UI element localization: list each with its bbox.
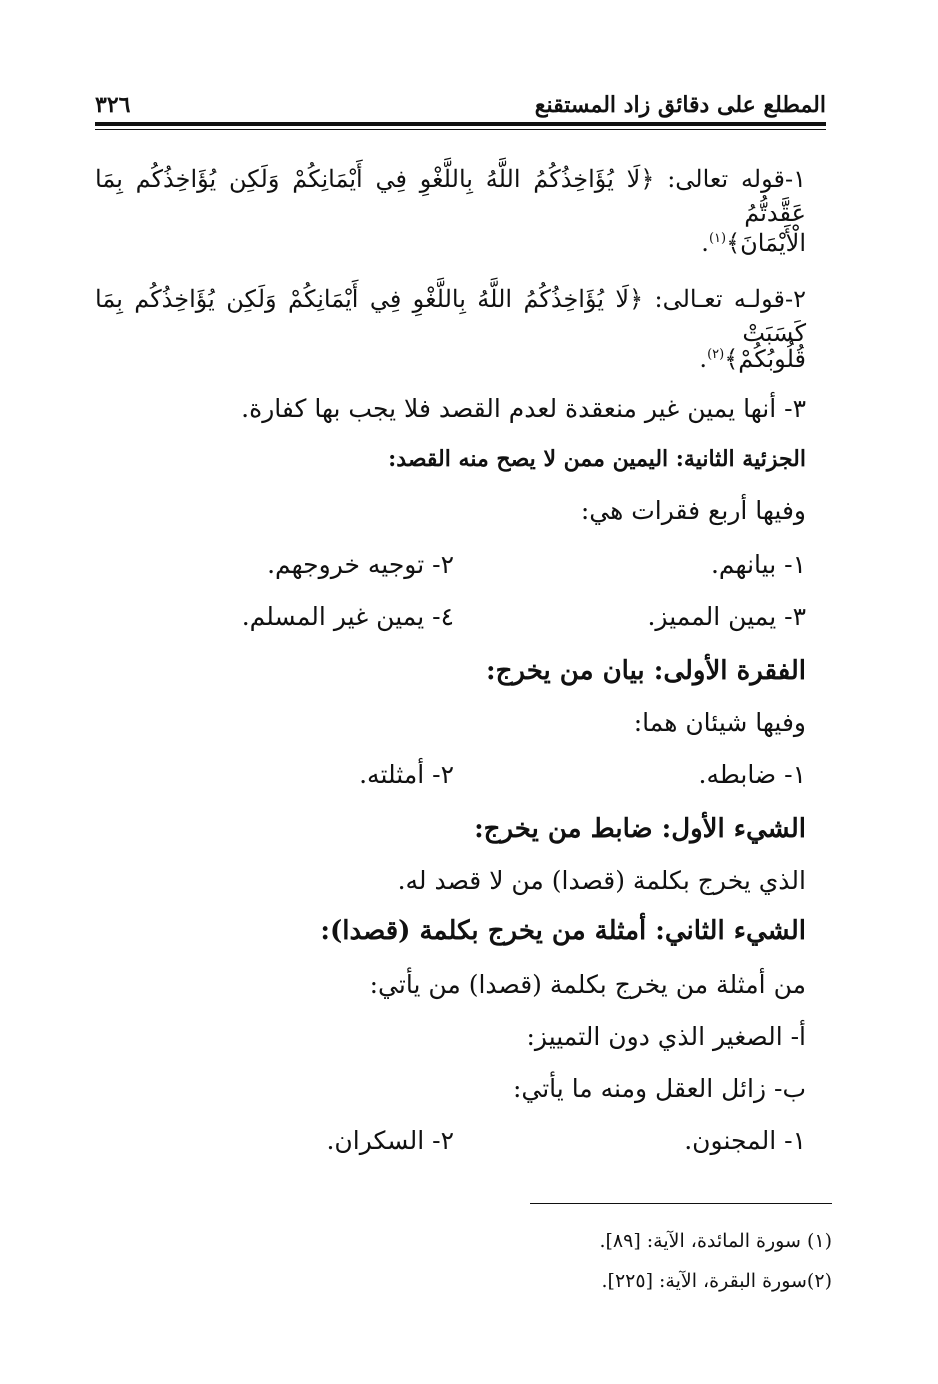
footnote-2: (٢)سورة البقرة، الآية: [٢٢٥]. (601, 1270, 832, 1292)
item-2-line-2 (699, 338, 806, 376)
item-1-verse-end: الْأَيْمَانَ﴾ (726, 229, 806, 257)
para-list-item-1: ١- بيانهم. (710, 550, 806, 579)
thing-2-heading: الشيء الثاني: أمثلة من يخرج بكلمة (قصدا): (320, 916, 806, 946)
para-list-item-4: ٤- يمين غير المسلم. (241, 602, 454, 631)
para-list-item-2: ٢- توجيه خروجهم. (267, 550, 454, 579)
running-header (95, 84, 826, 118)
things-list-item-2: ٢- أمثلته. (359, 760, 454, 789)
b-list-item-1: ١- المجنون. (684, 1126, 806, 1155)
item-2-verse-end: قُلُوبُكُمْ﴾ (724, 345, 806, 373)
thing-1-text: الذي يخرج بكلمة (قصدا) من لا قصد له. (397, 866, 806, 895)
header-rule-thin (95, 129, 826, 130)
footnote-ref-1: (١) (708, 231, 727, 246)
item-1-period: . (701, 229, 709, 257)
thing-2-intro: من أمثلة من يخرج بكلمة (قصدا) من يأتي: (369, 970, 806, 999)
item-3: ٣- أنها يمين غير منعقدة لعدم القصد فلا يجب بها كفارة. (241, 394, 806, 423)
item-2-line-1: ٢-قولـه تعـالى: ﴿لَا يُؤَاخِذُكُمُ اللَّهُ بِاللَّغْوِ فِي أَيْمَانِكُمْ وَلَكِن يُؤَاخِذُكُم بِمَا كَسَبَتْ (95, 285, 806, 347)
things-list-item-1: ١- ضابطه. (698, 760, 806, 789)
four-paragraphs-intro: وفيها أربع فقرات هي: (580, 496, 806, 525)
section-2-heading: الجزئية الثانية: اليمين ممن لا يصح منه القصد: (388, 446, 806, 472)
thing-1-heading: الشيء الأول: ضابط من يخرج: (474, 814, 806, 844)
two-things-intro: وفيها شيئان هما: (633, 708, 806, 737)
b-list-item-2: ٢- السكران. (326, 1126, 454, 1155)
footnote-1: (١) سورة المائدة، الآية: [٨٩]. (599, 1230, 832, 1252)
example-a: أ- الصغير الذي دون التمييز: (526, 1022, 806, 1051)
para-list-item-3: ٣- يمين المميز. (647, 602, 806, 631)
footnote-ref-2: (٢) (707, 347, 725, 362)
paragraph-1-heading: الفقرة الأولى: بيان من يخرج: (486, 656, 806, 686)
footnote-separator (530, 1203, 832, 1204)
item-1-line-1: ١-قوله تعالى: ﴿لَا يُؤَاخِذُكُمُ اللَّهُ بِاللَّغْوِ فِي أَيْمَانِكُمْ وَلَكِن يُؤَاخِذُكُم بِمَا عَقَّدتُّمُ (95, 165, 806, 227)
header-rule-thick (95, 122, 826, 126)
book-title: المطلع على دقائق زاد المستقنع (534, 92, 826, 118)
example-b: ب- زائل العقل ومنه ما يأتي: (512, 1074, 806, 1103)
page-number: ٣٢٦ (95, 92, 131, 118)
item-1-line-2 (701, 222, 806, 260)
item-2-period: . (699, 345, 708, 373)
